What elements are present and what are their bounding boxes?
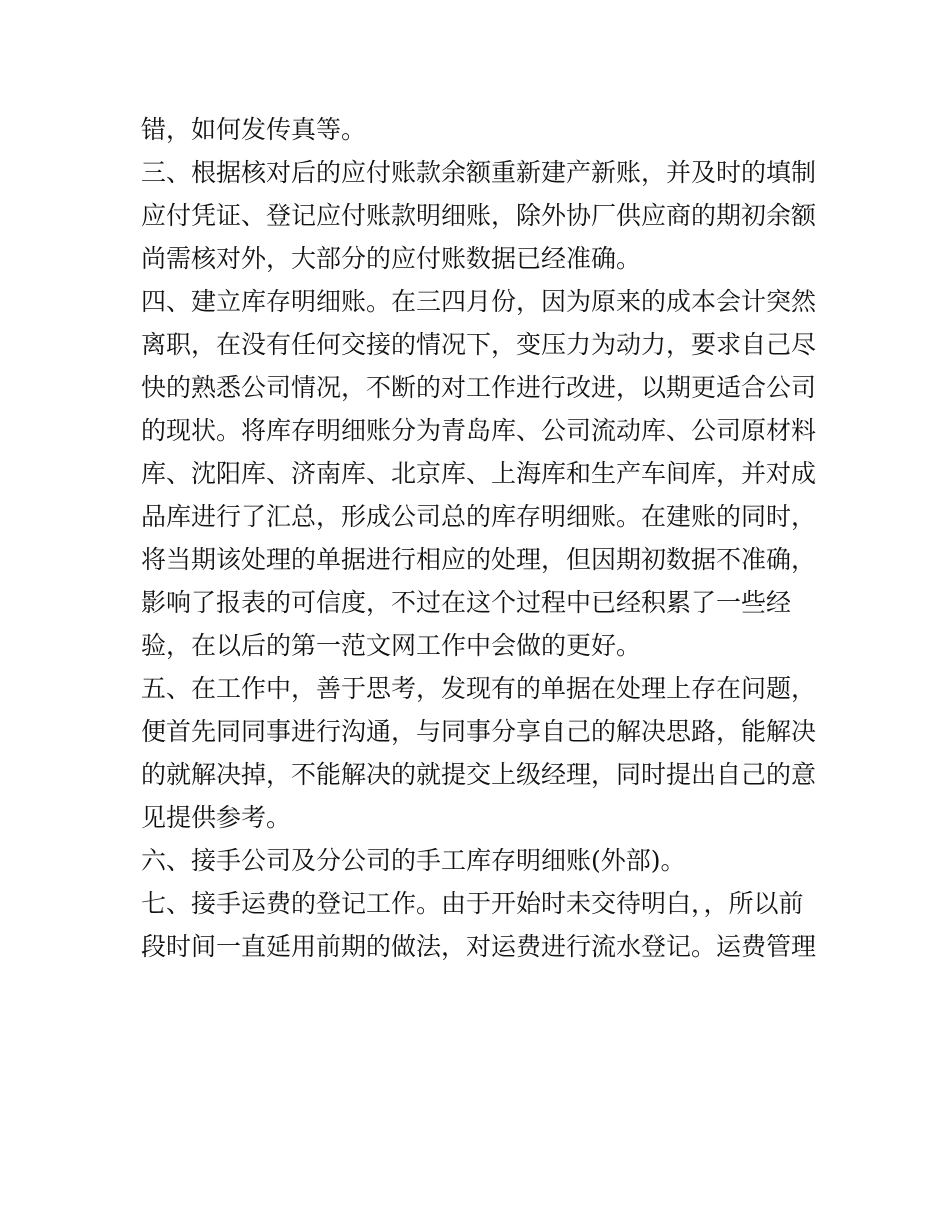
text-line: 快的熟悉公司情况，不断的对工作进行改进，以期更适合公司 — [141, 373, 817, 402]
text-line: 将当期该处理的单据进行相应的处理，但因期初数据不准确， — [141, 545, 817, 574]
text-line: 影响了报表的可信度，不过在这个过程中已经积累了一些经 — [141, 588, 792, 617]
text-line: 便首先同同事进行沟通，与同事分享自己的解决思路，能解决 — [141, 717, 817, 746]
text-line: 六、接手公司及分公司的手工库存明细账(外部)。 — [141, 846, 686, 875]
text-line: 离职，在没有任何交接的情况下，变压力为动力，要求自己尽 — [141, 330, 817, 359]
text-line: 五、在工作中，善于思考，发现有的单据在处理上存在问题， — [141, 674, 817, 703]
text-line: 段时间一直延用前期的做法，对运费进行流水登记。运费管理 — [141, 932, 817, 961]
text-line: 尚需核对外，大部分的应付账数据已经准确。 — [141, 244, 642, 273]
text-line: 错，如何发传真等。 — [141, 115, 367, 144]
text-line: 的现状。将库存明细账分为青岛库、公司流动库、公司原材料 — [141, 416, 817, 445]
text-line: 验，在以后的第一范文网工作中会做的更好。 — [141, 631, 642, 660]
text-line: 库、沈阳库、济南库、北京库、上海库和生产车间库，并对成 — [141, 459, 817, 488]
text-line: 品库进行了汇总，形成公司总的库存明细账。在建账的同时， — [141, 502, 817, 531]
text-line: 四、建立库存明细账。在三四月份，因为原来的成本会计突然 — [141, 287, 817, 316]
document-body — [141, 108, 821, 968]
text-line: 应付凭证、登记应付账款明细账，除外协厂供应商的期初余额 — [141, 201, 817, 230]
text-line: 三、根据核对后的应付账款余额重新建产新账，并及时的填制 — [141, 158, 817, 187]
text-line: 的就解决掉，不能解决的就提交上级经理，同时提出自己的意 — [141, 760, 817, 789]
text-line: 七、接手运费的登记工作。由于开始时未交待明白，，所以前 — [141, 889, 804, 918]
text-line: 见提供参考。 — [141, 803, 292, 832]
